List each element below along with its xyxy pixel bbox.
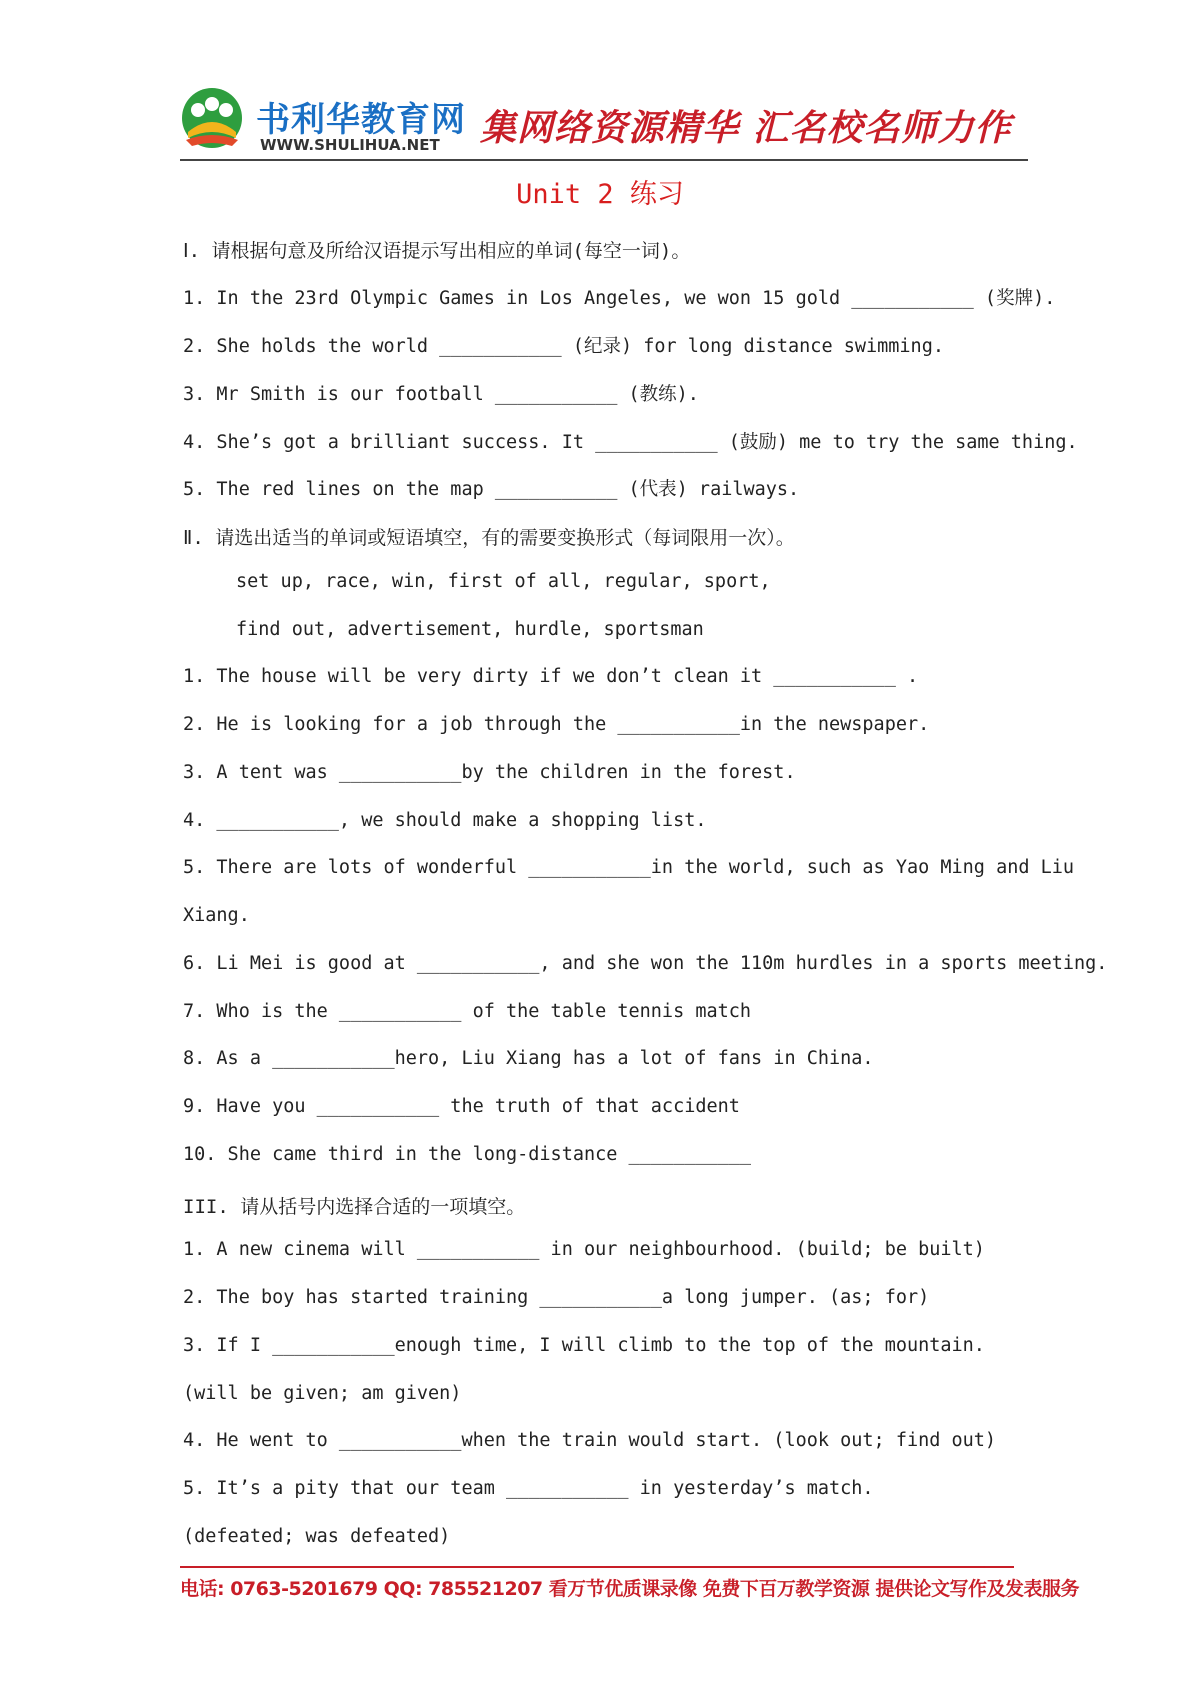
site-logo-icon [180,86,244,150]
exercise-line: 2. The boy has started training ___________a long jumper. (as; for) [183,1287,930,1308]
exercise-line: 1. A new cinema will ___________ in our neighbourhood. (build; be built) [183,1239,985,1260]
page-title: Unit 2 练习 [516,179,684,210]
header-banner [180,86,1060,166]
word-bank-line: find out, advertisement, hurdle, sportsman [236,619,704,640]
exercise-line: 7. Who is the ___________ of the table tennis match [183,1001,752,1022]
exercise-line: 8. As a ___________hero, Liu Xiang has a lot of fans in China. [183,1048,874,1069]
exercise-line: 1. In the 23rd Olympic Games in Los Angeles, we won 15 gold ___________ (奖牌). [183,288,1056,309]
word-bank-line: set up, race, win, first of all, regular, sport, [236,571,771,592]
footer-contact: 电话: 0763-5201679 QQ: 785521207 看万节优质课录像 免费下百万教学资源 提供论文写作及发表服务 [180,1578,1079,1600]
exercise-line: 5. There are lots of wonderful ___________in the world, such as Yao Ming and Liu [183,857,1075,878]
brand-url: WWW.SHULIHUA.NET [260,136,440,154]
exercise-line: 4. He went to ___________when the train would start. (look out; find out) [183,1430,997,1451]
exercise-line: 3. Mr Smith is our football ___________ (教练). [183,384,699,405]
exercise-line: 3. A tent was ___________by the children in the forest. [183,762,796,783]
exercise-line: 5. It’s a pity that our team ___________ in yesterday’s match. [183,1478,874,1499]
slogan: 集网络资源精华 汇名校名师力作 [480,108,1012,149]
exercise-line: (will be given; am given) [183,1383,462,1404]
exercise-line: 2. He is looking for a job through the ___________in the newspaper. [183,714,930,735]
exercise-line: 2. She holds the world ___________ (纪录) for long distance swimming. [183,336,944,357]
exercise-line: 3. If I ___________enough time, I will climb to the top of the mountain. [183,1335,985,1356]
header-divider [180,159,1028,161]
exercise-line: Xiang. [183,905,250,926]
exercise-line: 9. Have you ___________ the truth of that accident [183,1096,740,1117]
section-3-heading: III. 请从括号内选择合适的一项填空。 [183,1196,526,1218]
section-2-heading: Ⅱ. 请选出适当的单词或短语填空，有的需要变换形式（每词限用一次）。 [183,527,795,549]
exercise-line: 10. She came third in the long-distance ___________ [183,1144,752,1165]
exercise-line: 5. The red lines on the map ___________ (代表) railways. [183,479,800,500]
exercise-line: 4. She’s got a brilliant success. It ___________ (鼓励) me to try the same thing. [183,432,1078,453]
footer-divider [180,1566,1014,1568]
exercise-line: 1. The house will be very dirty if we don’t clean it ___________ . [183,666,919,687]
section-1-heading: Ⅰ. 请根据句意及所给汉语提示写出相应的单词(每空一词)。 [183,240,691,262]
exercise-line: 6. Li Mei is good at ___________, and she won the 110m hurdles in a sports meeting. [183,953,1108,974]
brand-name: 书利华教育网 [256,100,466,140]
exercise-line: (defeated; was defeated) [183,1526,451,1547]
exercise-line: 4. ___________, we should make a shopping list. [183,810,707,831]
